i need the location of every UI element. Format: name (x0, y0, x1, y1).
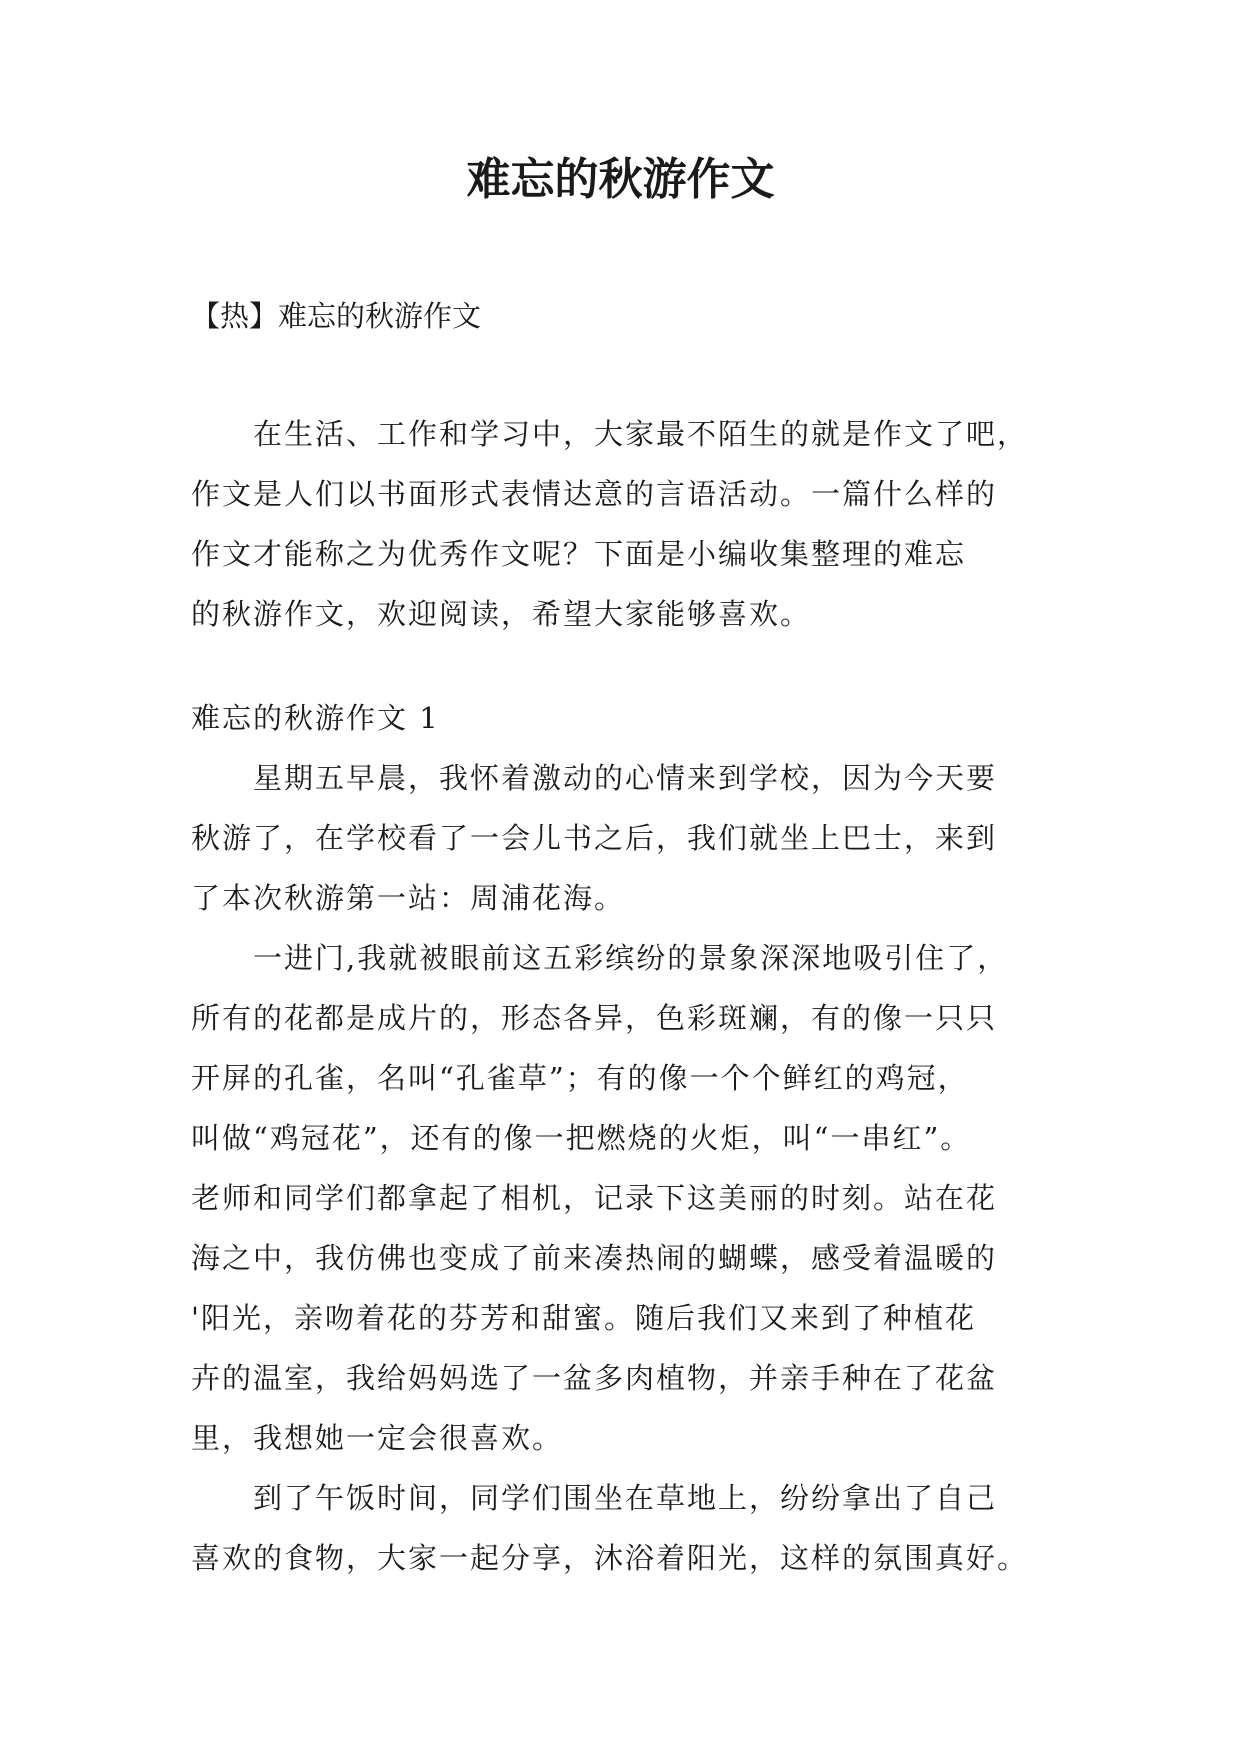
paragraph-line: 老师和同学们都拿起了相机，记录下这美丽的时刻。站在花 (191, 1181, 998, 1215)
paragraph-line: 一进门,我就被眼前这五彩缤纷的景象深深地吸引住了， (253, 941, 1009, 975)
paragraph-line: 秋游了，在学校看了一会儿书之后，我们就坐上巴士，来到 (191, 821, 998, 855)
document-title: 难忘的秋游作文 (466, 154, 775, 205)
intro-line: 的秋游作文，欢迎阅读，希望大家能够喜欢。 (191, 597, 812, 631)
paragraph-line: 里，我想她一定会很喜欢。 (191, 1421, 564, 1455)
document-subtitle: 【热】难忘的秋游作文 (191, 299, 482, 333)
paragraph-line: 了本次秋游第一站：周浦花海。 (191, 881, 626, 915)
intro-line: 作文才能称之为优秀作文呢？下面是小编收集整理的难忘 (191, 537, 967, 571)
paragraph-line: 卉的温室，我给妈妈选了一盆多肉植物，并亲手种在了花盆 (191, 1361, 998, 1395)
paragraph-line: 所有的花都是成片的，形态各异，色彩斑斓，有的像一只只 (191, 1001, 998, 1035)
paragraph-3 (191, 1468, 1061, 1588)
paragraph-line: 到了午饭时间，同学们围坐在草地上，纷纷拿出了自己 (253, 1481, 998, 1515)
paragraph-line: 开屏的孔雀，名叫“孔雀草”；有的像一个个鲜红的鸡冠， (191, 1061, 969, 1095)
intro-paragraph (191, 404, 1061, 644)
intro-line: 作文是人们以书面形式表情达意的言语活动。一篇什么样的 (191, 477, 998, 511)
paragraph-line: 叫做“鸡冠花”，还有的像一把燃烧的火炬，叫“一串红”。 (191, 1121, 972, 1155)
paragraph-line: 海之中，我仿佛也变成了前来凑热闹的蝴蝶，感受着温暖的 (191, 1241, 998, 1275)
paragraph-2 (191, 928, 1061, 1468)
paragraph-1 (191, 748, 1061, 928)
intro-line: 在生活、工作和学习中，大家最不陌生的就是作文了吧， (253, 417, 1029, 451)
paragraph-line: 喜欢的食物，大家一起分享，沐浴着阳光，这样的氛围真好。 (191, 1541, 1029, 1575)
paragraph-line: 星期五早晨，我怀着激动的心情来到学校，因为今天要 (253, 761, 998, 795)
section-heading: 难忘的秋游作文 1 (191, 701, 440, 735)
paragraph-line: '阳光，亲吻着花的芬芳和甜蜜。随后我们又来到了种植花 (191, 1301, 976, 1335)
essay-section-1 (191, 688, 1061, 1588)
